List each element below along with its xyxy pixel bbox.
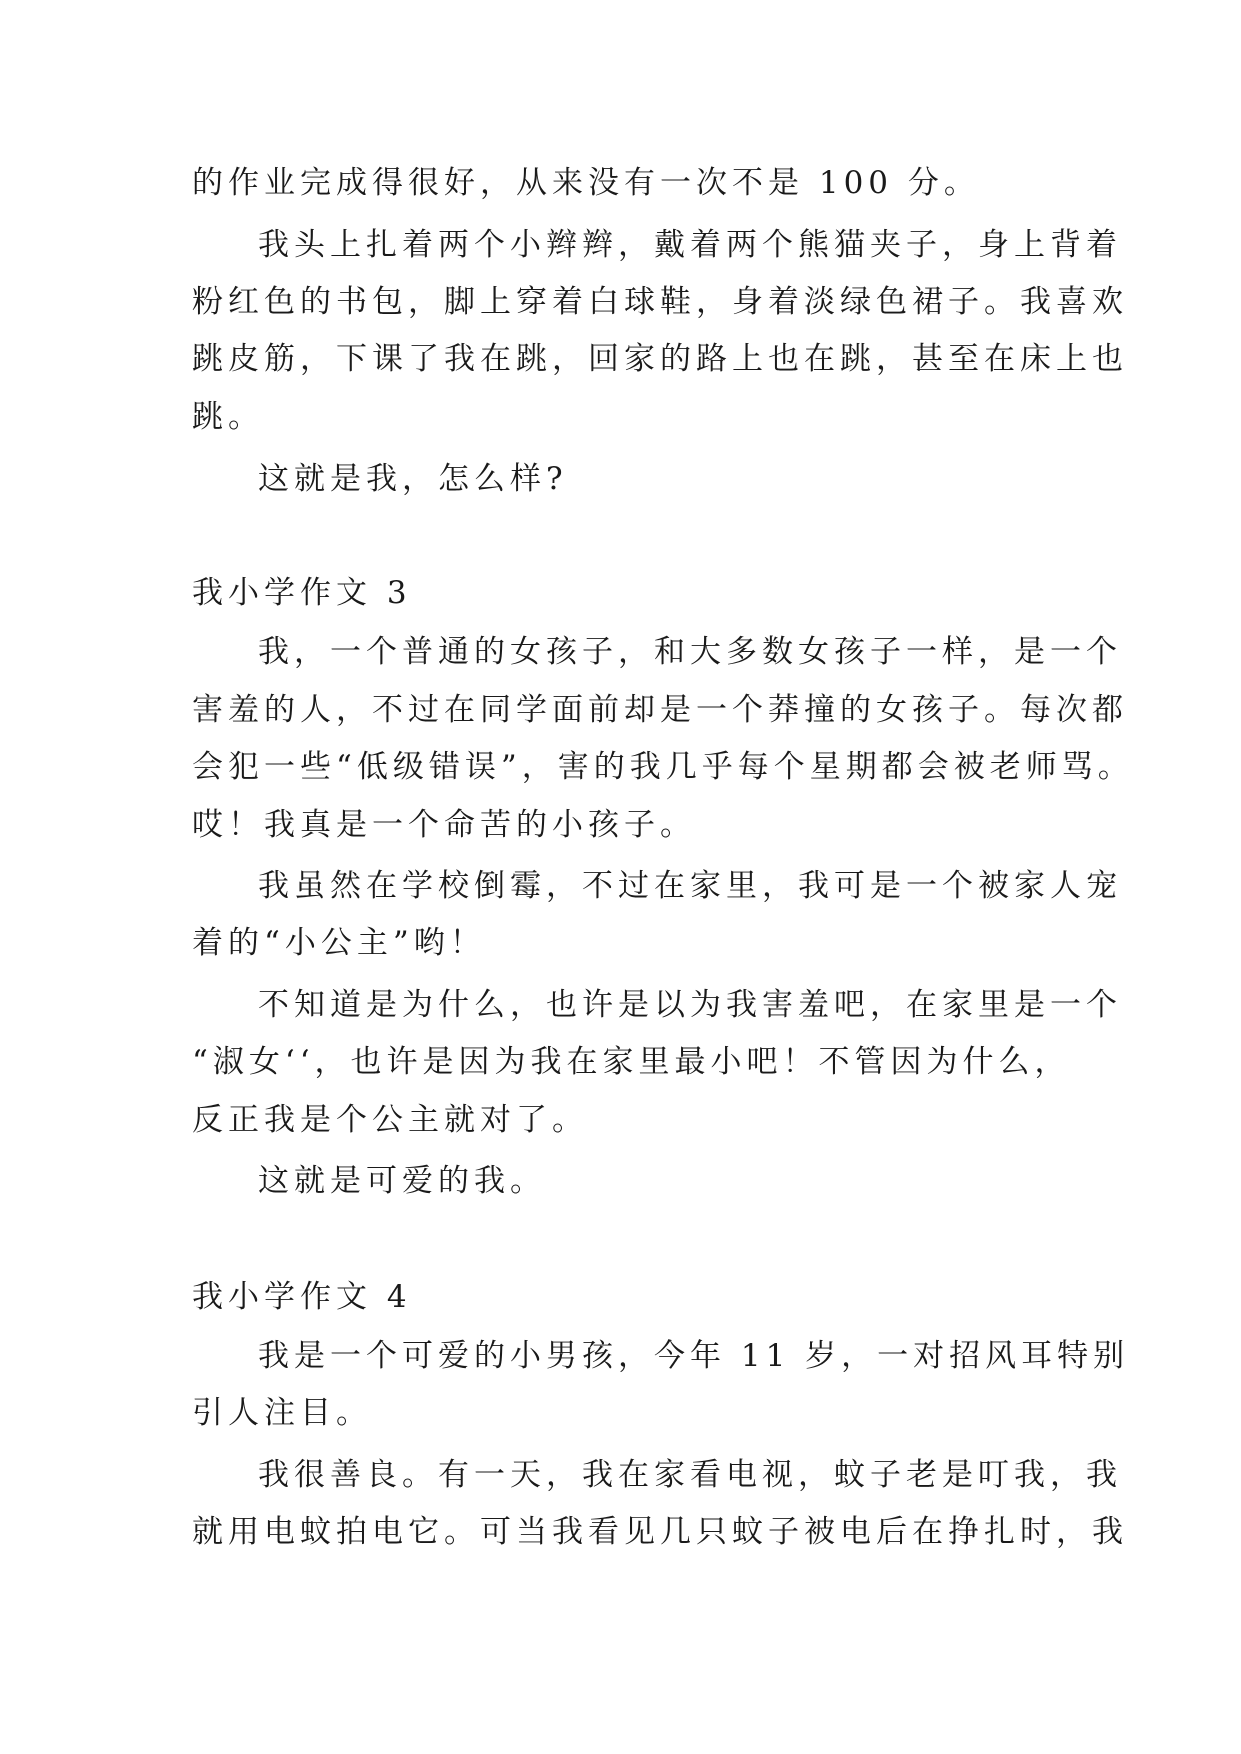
section-heading: 我小学作文 3 — [192, 575, 412, 611]
paragraph-line: 粉红色的书包，脚上穿着白球鞋，身着淡绿色裙子。我喜欢 — [192, 284, 1128, 320]
paragraph-line: 反正我是个公主就对了。 — [192, 1102, 588, 1138]
paragraph-line: 我，一个普通的女孩子，和大多数女孩子一样，是一个 — [258, 634, 1122, 670]
paragraph-line: 害羞的人，不过在同学面前却是一个莽撞的女孩子。每次都 — [192, 692, 1128, 728]
paragraph-line: 这就是可爱的我。 — [258, 1163, 546, 1199]
paragraph-line: 我虽然在学校倒霉，不过在家里，我可是一个被家人宠 — [258, 868, 1122, 904]
paragraph-line: 我是一个可爱的小男孩，今年 11 岁，一对招风耳特别 — [258, 1338, 1130, 1374]
paragraph-line: 跳。 — [192, 399, 264, 435]
paragraph-line: “淑女‘‘，也许是因为我在家里最小吧！不管因为什么， — [192, 1044, 1071, 1080]
paragraph-line: 不知道是为什么，也许是以为我害羞吧，在家里是一个 — [258, 987, 1122, 1023]
paragraph-line: 就用电蚊拍电它。可当我看见几只蚊子被电后在挣扎时，我 — [192, 1514, 1128, 1550]
paragraph-line: 着的“小公主”哟！ — [192, 925, 486, 961]
paragraph-line: 会犯一些“低级错误”，害的我几乎每个星期都会被老师骂。 — [192, 749, 1134, 785]
paragraph-line: 的作业完成得很好，从来没有一次不是 100 分。 — [192, 165, 980, 201]
paragraph-line: 这就是我，怎么样? — [258, 461, 568, 497]
section-heading: 我小学作文 4 — [192, 1279, 412, 1315]
paragraph-line: 我头上扎着两个小辫辫，戴着两个熊猫夹子，身上背着 — [258, 227, 1122, 263]
paragraph-line: 哎！我真是一个命苦的小孩子。 — [192, 807, 696, 843]
paragraph-line: 我很善良。有一天，我在家看电视，蚊子老是叮我，我 — [258, 1457, 1122, 1493]
paragraph-line: 跳皮筋，下课了我在跳，回家的路上也在跳，甚至在床上也 — [192, 341, 1128, 377]
paragraph-line: 引人注目。 — [192, 1395, 372, 1431]
